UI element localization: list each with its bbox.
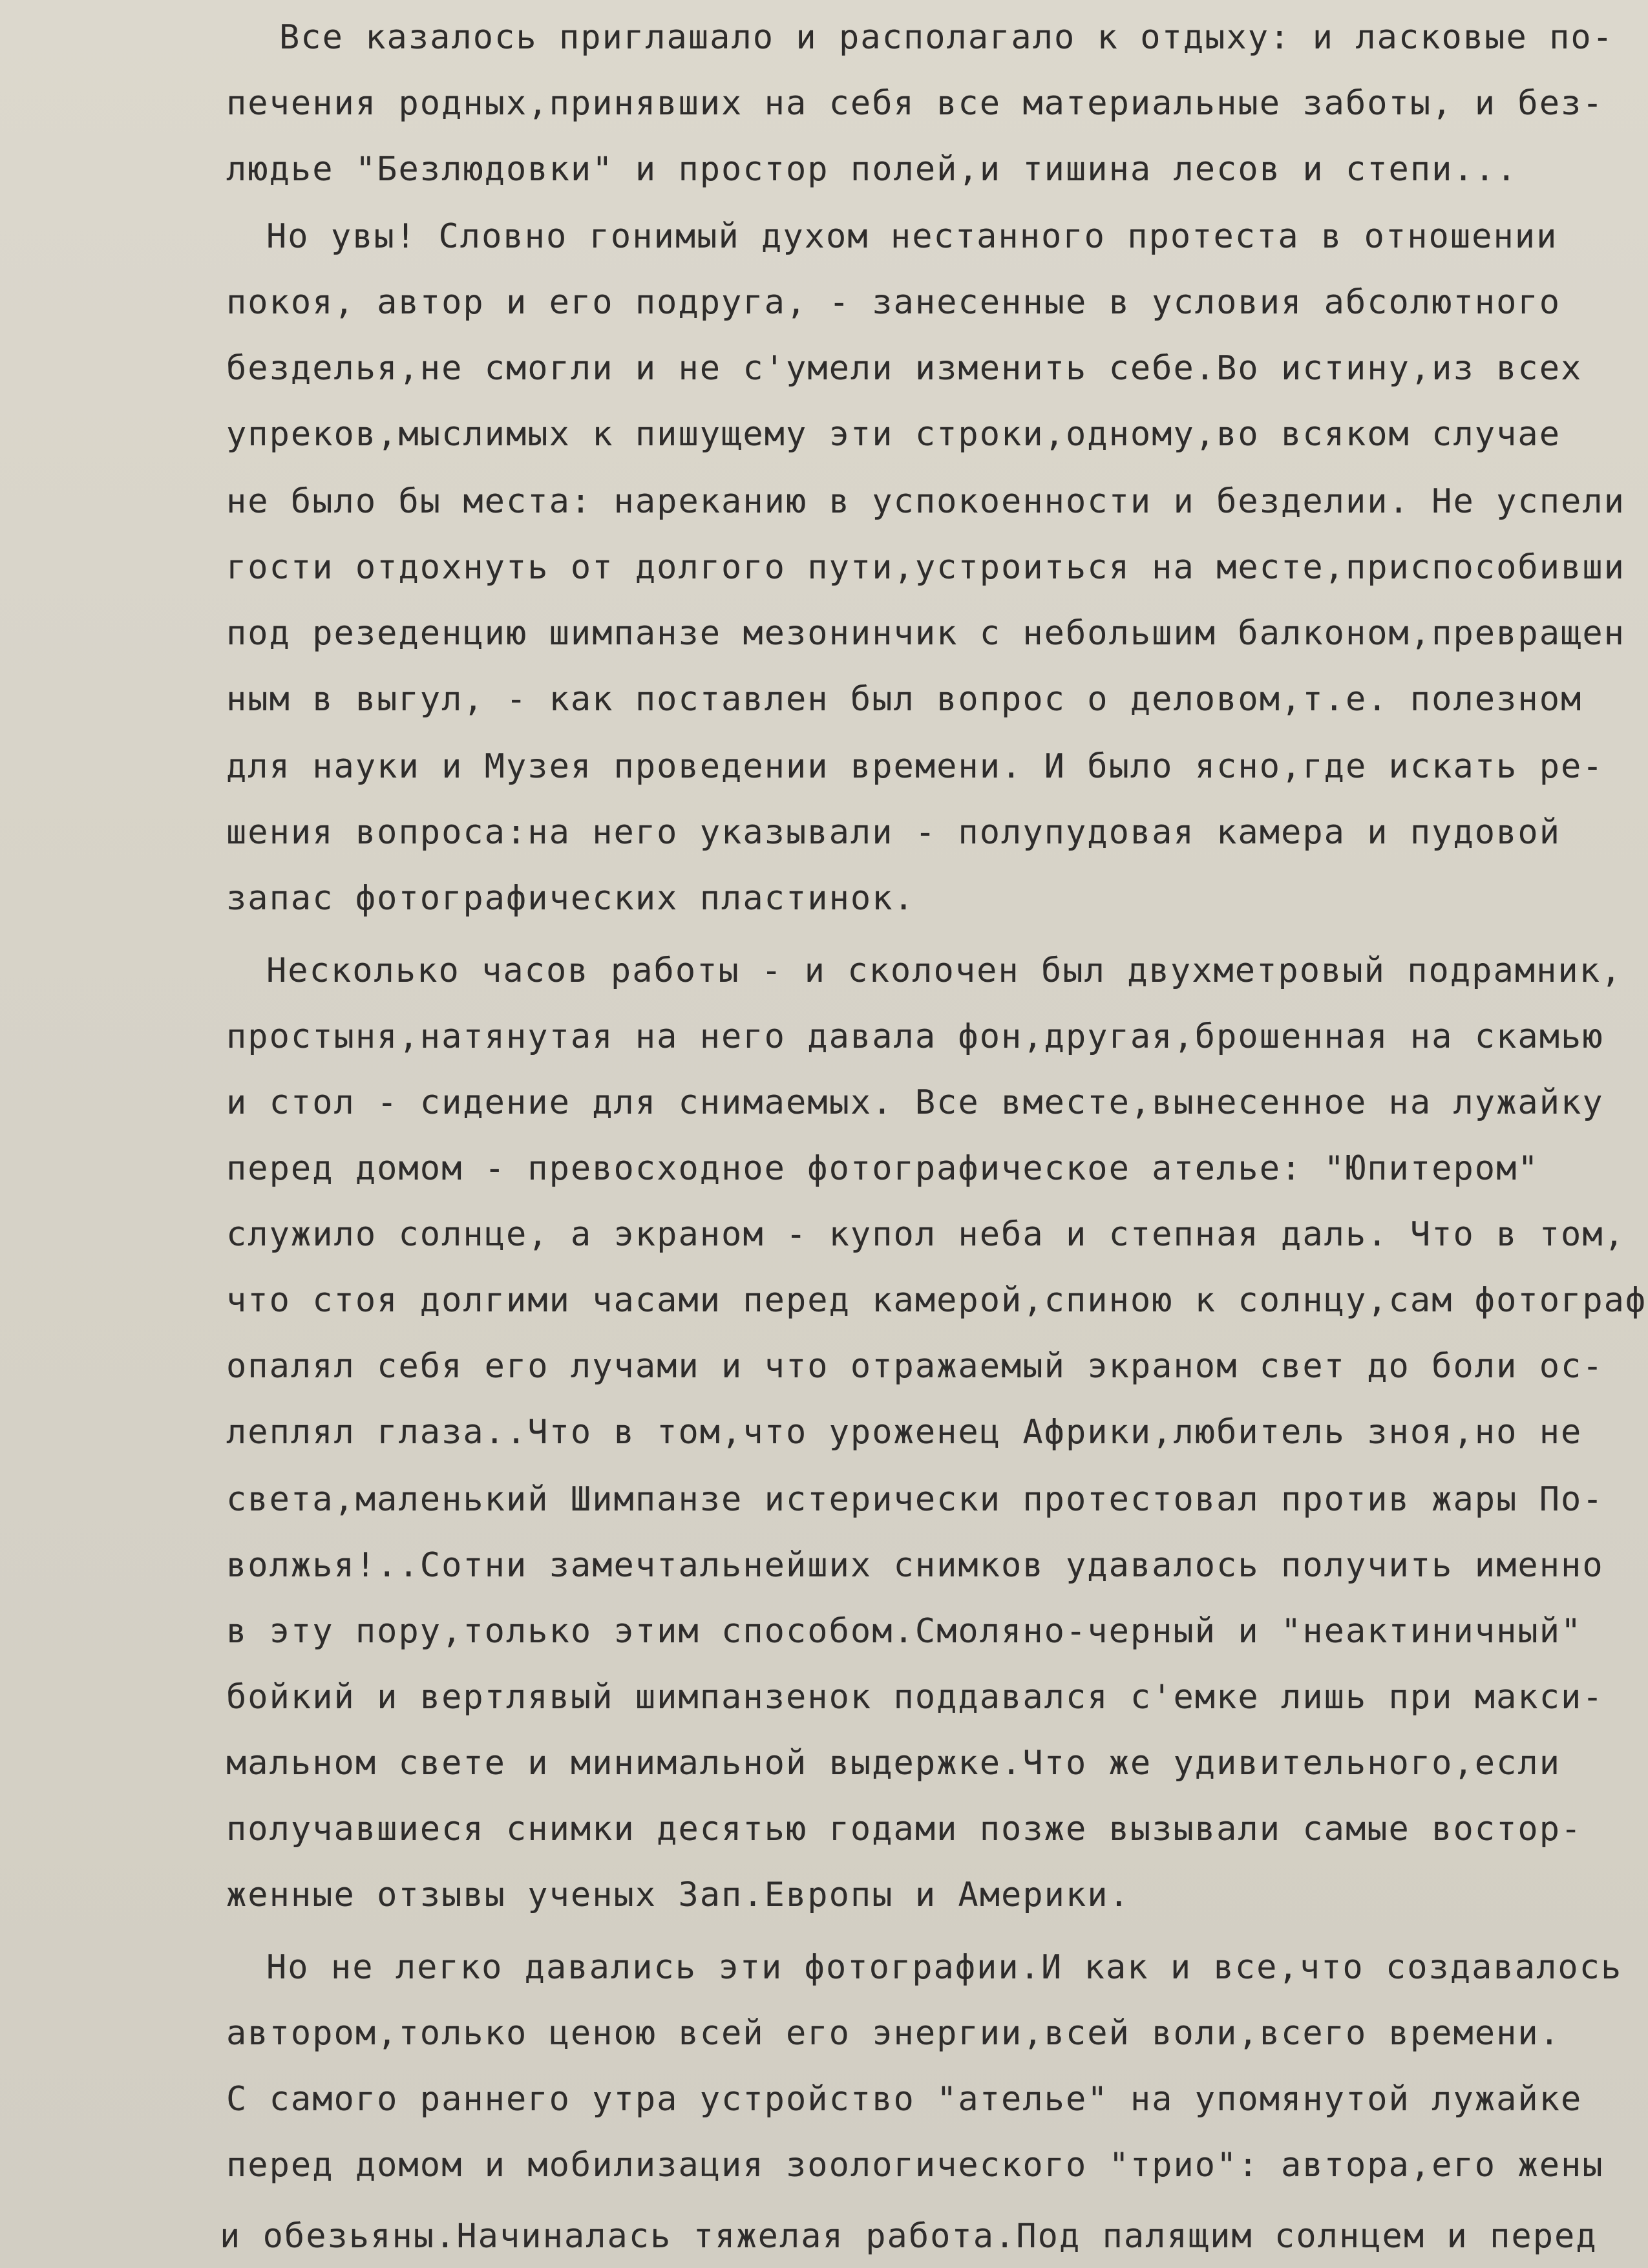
text-line: под резеденцию шимпанзе мезонинчик с небольшим балконом,превращен xyxy=(226,614,1625,653)
text-line: перед домом и мобилизация зоологического "трио": автора,его жены xyxy=(226,2146,1604,2185)
text-line: упреков,мыслимых к пишущему эти строки,одному,во всяком случае xyxy=(226,415,1561,454)
text-line: людье "Безлюдовки" и простор полей,и тишина лесов и степи... xyxy=(226,150,1518,189)
text-line: безделья,не смогли и не с'умели изменить себе.Во истину,из всех xyxy=(226,349,1583,388)
text-line: Но увы! Словно гонимый духом нестанного протеста в отношении xyxy=(266,217,1558,256)
text-line: перед домом - превосходное фотографическое ателье: "Юпитером" xyxy=(226,1149,1539,1188)
text-line: простыня,натянутая на него давала фон,другая,брошенная на скамью xyxy=(226,1017,1604,1056)
text-line: леплял глаза..Что в том,что уроженец Африки,любитель зноя,но не xyxy=(226,1413,1583,1452)
text-line: покоя, автор и его подруга, - занесенные в условия абсолютного xyxy=(226,283,1561,322)
text-line: печения родных,принявших на себя все материальные заботы, и без- xyxy=(226,84,1604,123)
text-line: не было бы места: нареканию в успокоенности и безделии. Не успели xyxy=(226,482,1625,521)
text-line: мальном свете и минимальной выдержке.Что же удивительного,если xyxy=(226,1744,1561,1783)
text-line: в эту пору,только этим способом.Смоляно-черный и "неактиничный" xyxy=(226,1612,1583,1651)
text-line: опалял себя его лучами и что отражаемый экраном свет до боли ос- xyxy=(226,1347,1604,1386)
text-line: Несколько часов работы - и сколочен был двухметровый подрамник, xyxy=(266,951,1623,990)
text-line: волжья!..Сотни замечтальнейших снимков удавалось получить именно xyxy=(226,1546,1604,1585)
text-line: что стоя долгими часами перед камерой,спиною к солнцу,сам фотограф xyxy=(226,1281,1647,1320)
text-line: для науки и Музея проведении времени. И было ясно,где искать ре- xyxy=(226,747,1604,786)
text-line: шения вопроса:на него указывали - полупудовая камера и пудовой xyxy=(226,813,1561,852)
text-line: ным в выгул, - как поставлен был вопрос о деловом,т.е. полезном xyxy=(226,680,1583,719)
text-line: и стол - сидение для снимаемых. Все вместе,вынесенное на лужайку xyxy=(226,1083,1604,1122)
text-line: и обезьяны.Начиналась тяжелая работа.Под палящим солнцем и перед xyxy=(220,2217,1598,2256)
text-line: С самого раннего утра устройство "ателье" на упомянутой лужайке xyxy=(226,2080,1583,2119)
text-line: получавшиеся снимки десятью годами позже вызывали самые востор- xyxy=(226,1810,1583,1849)
text-line: автором,только ценою всей его энергии,всей воли,всего времени. xyxy=(226,2014,1561,2053)
text-line: бойкий и вертлявый шимпанзенок поддавался с'емке лишь при макси- xyxy=(226,1678,1604,1717)
text-line: служило солнце, а экраном - купол неба и степная даль. Что в том, xyxy=(226,1215,1625,1254)
text-line: запас фотографических пластинок. xyxy=(226,879,915,918)
text-line: женные отзывы ученых Зап.Европы и Америки. xyxy=(226,1876,1130,1914)
text-line: гости отдохнуть от долгого пути,устроиться на месте,приспособивши xyxy=(226,548,1625,587)
text-line: света,маленький Шимпанзе истерически протестовал против жары По- xyxy=(226,1480,1604,1519)
text-line: Но не легко давались эти фотографии.И как и все,что создавалось xyxy=(266,1948,1623,1987)
text-line: Все казалось приглашало и располагало к отдыху: и ласковые по- xyxy=(279,18,1614,57)
